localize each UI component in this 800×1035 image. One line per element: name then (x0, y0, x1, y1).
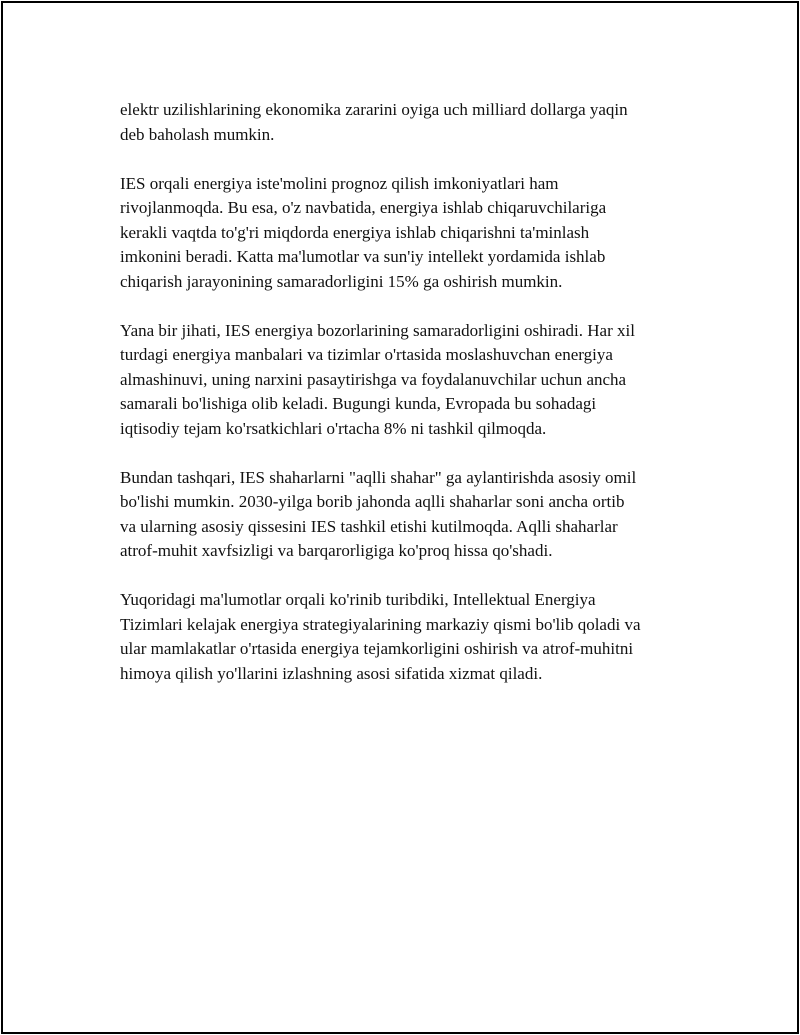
paragraph-line: atrof-muhit xavfsizligi va barqarorligiga ko'proq hissa qo'shadi. (120, 541, 553, 560)
paragraph-line: turdagi energiya manbalari va tizimlar o'rtasida moslashuvchan energiya (120, 345, 613, 364)
paragraph-2 (120, 172, 710, 295)
paragraph-line: IES orqali energiya iste'molini prognoz qilish imkoniyatlari ham (120, 173, 559, 193)
paragraph-line: Tizimlari kelajak energiya strategiyalarining markaziy qismi bo'lib qoladi va (120, 614, 641, 634)
paragraph-line: samarali bo'lishiga olib keladi. Bugungi kunda, Evropada bu sohadagi (120, 394, 597, 413)
paragraph-4 (120, 466, 710, 564)
paragraph-line: Yana bir jihati, IES energiya bozorlarining samaradorligini oshiradi. Har xil (120, 320, 635, 340)
paragraph-line: bo'lishi mumkin. 2030-yilga borib jahonda aqlli shaharlar soni ancha ortib (120, 492, 625, 511)
paragraph-line: va ularning asosiy qissesini IES tashkil etishi kutilmoqda. Aqlli shaharlar (120, 516, 618, 536)
document-page (1, 1, 799, 1034)
paragraph-line: ular mamlakatlar o'rtasida energiya tejamkorligini oshirish va atrof-muhitni (120, 639, 634, 658)
paragraph-line: deb baholash mumkin. (120, 124, 275, 144)
paragraph-line: Bundan tashqari, IES shaharlarni "aqlli shahar" ga aylantirishda asosiy omil (120, 467, 637, 487)
paragraph-line: Yuqoridagi ma'lumotlar orqali ko'rinib turibdiki, Intellektual Energiya (120, 590, 596, 609)
document-body (120, 98, 710, 711)
paragraph-1 (120, 98, 710, 147)
paragraph-line: almashinuvi, uning narxini pasaytirishga va foydalanuvchilar uchun ancha (120, 369, 627, 389)
paragraph-3 (120, 319, 710, 442)
paragraph-line: rivojlanmoqda. Bu esa, o'z navbatida, energiya ishlab chiqaruvchilariga (120, 198, 607, 217)
paragraph-line: elektr uzilishlarining ekonomika zararini oyiga uch milliard dollarga yaqin (120, 100, 628, 119)
paragraph-5 (120, 588, 710, 686)
paragraph-line: himoya qilish yo'llarini izlashning asosi sifatida xizmat qiladi. (120, 663, 543, 683)
paragraph-line: kerakli vaqtda to'g'ri miqdorda energiya ishlab chiqarishni ta'minlash (120, 222, 590, 242)
paragraph-line: chiqarish jarayonining samaradorligini 15% ga oshirish mumkin. (120, 271, 563, 291)
paragraph-line: imkonini beradi. Katta ma'lumotlar va sun'iy intellekt yordamida ishlab (120, 247, 606, 266)
paragraph-line: iqtisodiy tejam ko'rsatkichlari o'rtacha 8% ni tashkil qilmoqda. (120, 418, 547, 438)
